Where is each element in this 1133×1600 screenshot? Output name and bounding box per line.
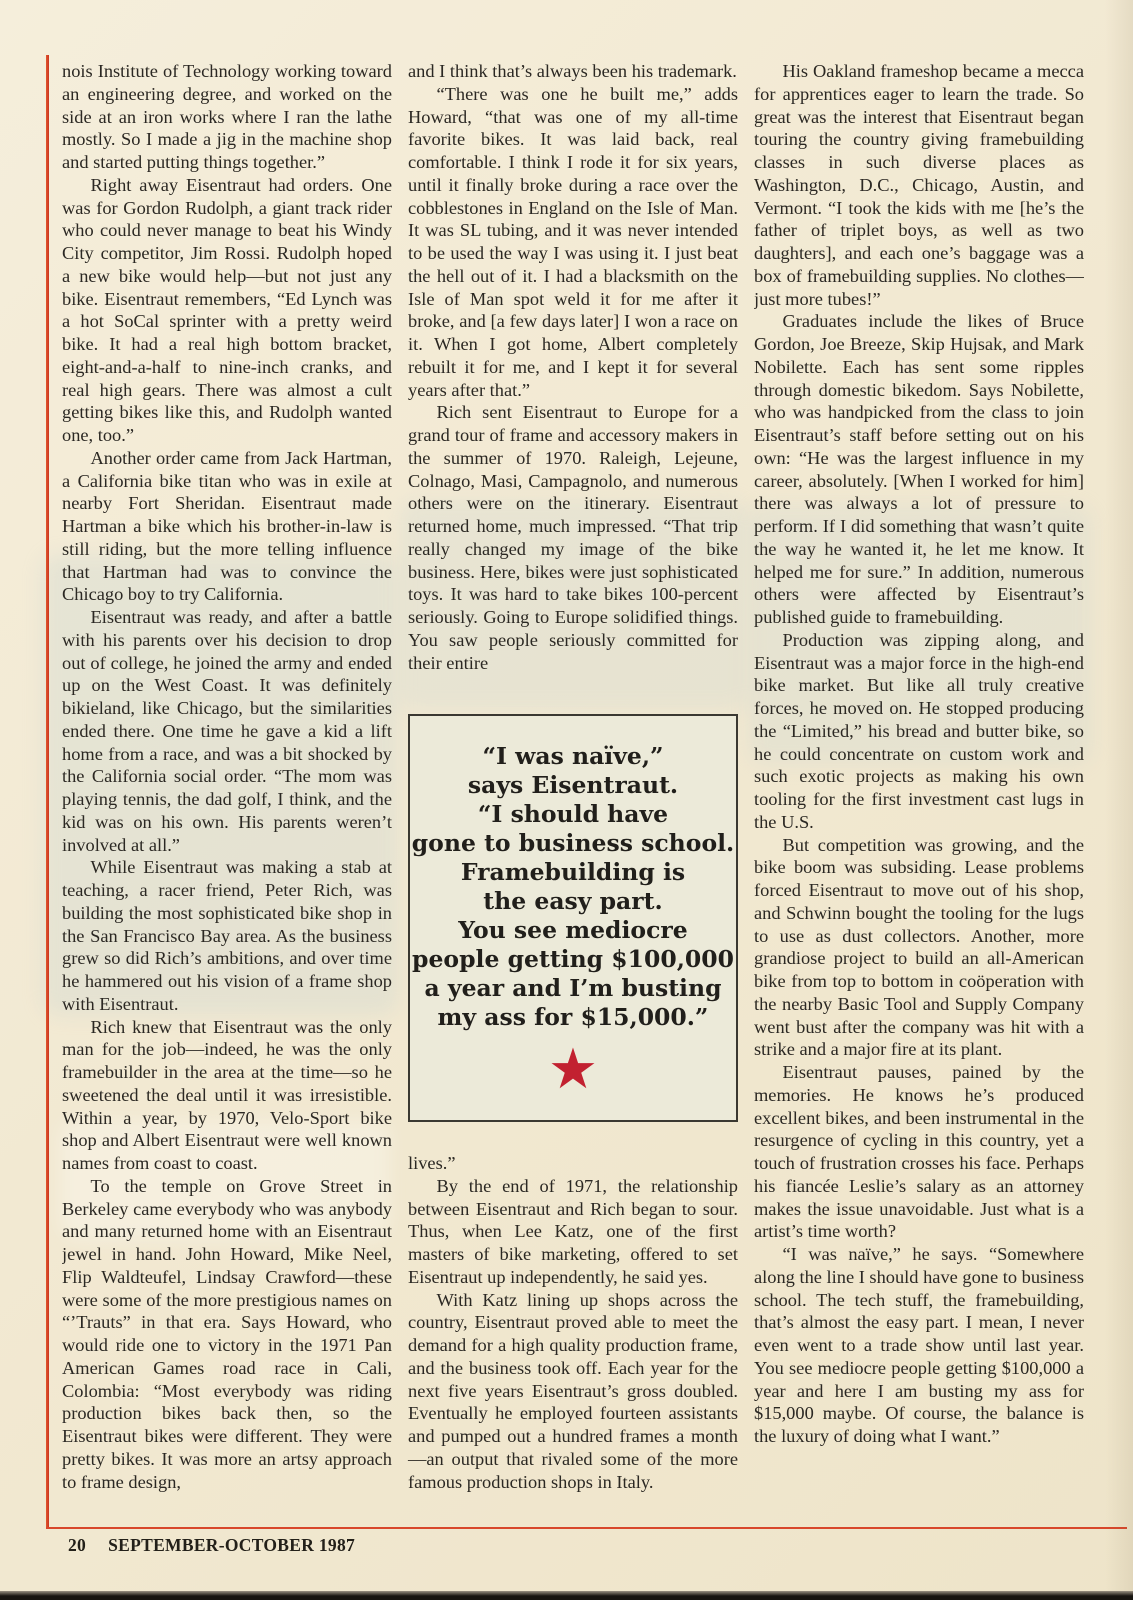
body-paragraph: lives.” bbox=[408, 1153, 456, 1173]
body-paragraph: “I was naïve,” he says. “Somewhere along the line I should have gone to business school. The tech stuff, the framebuilding, that’s almost the easy part. I mean, I never even went to a trade show until last year. You see mediocre people getting $100,000 a year and here I am busting my ass for $15,000 maybe. Of course, the balance is the luxury of doing what I want.” bbox=[754, 1244, 1084, 1446]
pull-quote-line: “I was naïve,” bbox=[482, 742, 664, 770]
pull-quote-line: people getting $100,000 bbox=[412, 945, 734, 973]
body-paragraph: His Oakland frameshop became a mecca for apprentices eager to learn the trade. So great was the interest that Eisentraut began touring the country giving framebuilding classes in such diverse places as Washington, D.C., Chicago, Austin, and Vermont. “I took the kids with me [he’s the father of triplet boys, as well as two daughters], and each one’s baggage was a box of framebuilding supplies. No clothes—just more tubes!” bbox=[754, 61, 1084, 309]
body-paragraph: Eisentraut pauses, pained by the memories. He knows he’s produced excellent bikes, and been instrumental in the resurgence of cycling in this country, yet a touch of frustration crosses his face. Perhaps his fiancée Leslie’s salary as an attorney makes the issue unavoidable. Just what is a artist’s time worth? bbox=[754, 1062, 1084, 1242]
body-paragraph: To the temple on Grove Street in Berkeley came everybody who was anybody and many returned home with an Eisentraut jewel in hand. John Howard, Mike Neel, Flip Waldteufel, Lindsay Crawford—these were some of the more prestigious names on “’Trauts” in that era. Says Howard, who would ride one to victory in the 1971 Pan American Games road race in Cali, Colombia: “Most everybody was riding production bikes back then, so the Eisentraut bikes were different. They were pretty bikes. It was more an artsy approach to frame design, bbox=[62, 1175, 392, 1492]
body-paragraph: nois Institute of Technology working toward an engineering degree, and worked on the side at an iron works where I ran the lathe mostly. So I made a jig in the machine shop and started putting things together.” bbox=[62, 61, 392, 172]
pull-quote-line: says Eisentraut. bbox=[467, 771, 679, 799]
body-paragraph: Another order came from Jack Hartman, a California bike titan who was in exile at nearby Fort Sheridan. Eisentraut made Hartman a bike which his brother-in-law is still riding, but the more telling influence that Hartman had was to convince the Chicago boy to try California. bbox=[62, 447, 392, 605]
body-paragraph: “There was one he built me,” adds Howard, “that was one of my all-time favorite bikes. It was laid back, real comfortable. I think I rode it for six years, until it finally broke during a race over the cobblestones in England on the Isle of Man. It was SL tubing, and it was never intended to be used the way I was using it. I just beat the hell out of it. I had a blacksmith on the Isle of Man spot weld it for me after it broke, and [a few days later] I won a race on it. When I got home, Albert completely rebuilt it for me, and I kept it for several years after that.” bbox=[408, 83, 738, 400]
issue-date: SEPTEMBER-OCTOBER 1987 bbox=[108, 1535, 356, 1555]
pull-quote-line: “I should have bbox=[477, 800, 669, 828]
page-footer bbox=[68, 1535, 355, 1556]
pull-quote-box bbox=[408, 714, 738, 1122]
body-paragraph: While Eisentraut was making a stab at teaching, a racer friend, Peter Rich, was building the most sophisticated bike shop in the San Francisco Bay area. As the business grew so did Rich’s ambitions, and over time he hammered out his vision of a frame shop with Eisentraut. bbox=[62, 857, 392, 1014]
pull-quote-line: a year and I’m busting bbox=[424, 974, 722, 1002]
scan-edge-strip bbox=[0, 1591, 1133, 1600]
left-red-rule bbox=[46, 55, 49, 1529]
red-star-icon: ★ bbox=[547, 1037, 599, 1102]
pull-quote-line: You see mediocre bbox=[458, 916, 688, 944]
pull-quote-line: my ass for $15,000.” bbox=[437, 1003, 709, 1031]
body-paragraph: and I think that’s always been his trademark. bbox=[408, 61, 737, 81]
column-middle-bottom bbox=[408, 1152, 738, 1493]
column-middle-top bbox=[408, 60, 738, 706]
body-paragraph: Production was zipping along, and Eisentraut was a major force in the high-end bike market. But like all truly creative forces, he moved on. He stopped producing the “Limited,” his bread and butter bike, so he could concentrate on custom work and such exotic projects as making his own tooling for the first investment cast lugs in the U.S. bbox=[754, 629, 1084, 832]
body-paragraph: By the end of 1971, the relationship between Eisentraut and Rich began to sour. Thus, when Lee Katz, one of the first masters of bike marketing, offered to set Eisentraut up independently, he said yes. bbox=[408, 1175, 738, 1287]
bottom-red-rule bbox=[46, 1527, 1127, 1529]
body-paragraph: Eisentraut was ready, and after a battle with his parents over his decision to drop out of college, he joined the army and ended up on the West Coast. It was definitely bikieland, like Chicago, but the similarities ended there. One time he gave a kid a lift home from a race, and was a bit shocked by the California social order. “The mom was playing tennis, the dad golf, I think, and the kid was on his own. His parents weren’t involved at all.” bbox=[62, 607, 392, 855]
body-paragraph: Right away Eisentraut had orders. One was for Gordon Rudolph, a giant track rider who could never manage to beat his Windy City competitor, Jim Rossi. Rudolph hoped a new bike would help—but not just any bike. Eisentraut remembers, “Ed Lynch was a hot SoCal sprinter with a pretty weird bike. It had a real high bottom bracket, eight-and-a-half to nine-inch cranks, and real high gears. There was almost a cult getting bikes like this, and Rudolph wanted one, too.” bbox=[62, 174, 392, 445]
column-left bbox=[62, 60, 392, 1522]
pull-quote-line: gone to business school. bbox=[411, 829, 735, 857]
page-number: 20 bbox=[68, 1535, 87, 1555]
pull-quote-lines bbox=[410, 742, 736, 1032]
body-paragraph: Rich knew that Eisentraut was the only man for the job—indeed, he was the only framebuilder in the area at the time—so he sweetened the deal until it was irresistible. Within a year, by 1970, Velo-Sport bike shop and Albert Eisentraut were well known names from coast to coast. bbox=[62, 1016, 392, 1173]
body-paragraph: But competition was growing, and the bike boom was subsiding. Lease problems forced Eisentraut to move out of his shop, and Schwinn bought the tooling for the lugs to use as dust collectors. Another, more grandiose project to build an all-American bike from top to bottom in coöperation with the nearby Basic Tool and Supply Company went bust after the company was hit with a strike and a major fire at its plant. bbox=[754, 834, 1084, 1060]
body-paragraph: Rich sent Eisentraut to Europe for a grand tour of frame and accessory makers in the summer of 1970. Raleigh, Lejeune, Colnago, Masi, Campagnolo, and numerous others were on the itinerary. Eisentraut returned home, much impressed. “That trip really changed my image of the bike business. Here, bikes were just sophisticated toys. It was hard to take bikes 100-percent seriously. Going to Europe solidified things. You saw people seriously committed for their entire bbox=[408, 402, 738, 673]
body-paragraph: Graduates include the likes of Bruce Gordon, Joe Breeze, Skip Hujsak, and Mark Nobilette. Each has sent some ripples through domestic bikedom. Says Nobilette, who was handpicked from the class to join Eisentraut’s staff before setting out on his own: “He was the largest influence in my career, absolutely. [When I worked for him] there was always a lot of pressure to perform. If I did something that wasn’t quite the way he wanted it, he let me know. It helped me for sure.” In addition, numerous others were affected by Eisentraut’s published guide to framebuilding. bbox=[754, 311, 1084, 627]
column-middle bbox=[408, 60, 738, 1522]
body-paragraph: With Katz lining up shops across the country, Eisentraut proved able to meet the demand for a high quality production frame, and the business took off. Each year for the next five years Eisentraut’s gross doubled. Eventually he employed fourteen assistants and pumped out a hundred frames a month—an output that rivaled some of the more famous production shops in Italy. bbox=[408, 1289, 738, 1492]
pull-quote-line: Framebuilding is bbox=[460, 858, 686, 886]
paper-edge-shadow bbox=[1105, 0, 1133, 1600]
column-right bbox=[754, 60, 1084, 1522]
pull-quote-line: the easy part. bbox=[483, 887, 663, 915]
article-body bbox=[62, 60, 1084, 1522]
